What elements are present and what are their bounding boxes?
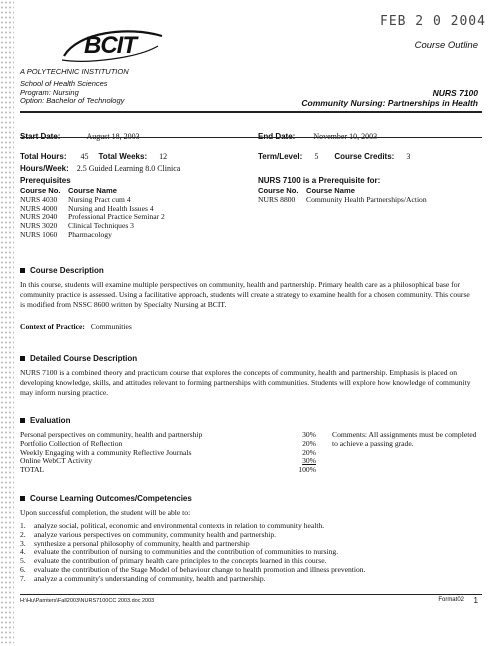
list-item: 6. evaluate the contribution of the Stage Model of behaviour change to health promotion and illness prevention.: [20, 564, 366, 574]
scan-noise-edge: [0, 0, 14, 646]
course-description-text: In this course, students will examine multiple perspectives on community, health and partnership. Primary health care as a philosophical base for community practice is assessed. Using a facilitative approach, students will create a strategy to examine health for a chosen community. This course is modified from NSSC 8600 written by Specialty Nursing at BCIT.: [20, 280, 470, 309]
end-date: [258, 126, 377, 144]
school-name: School of Health Sciences: [20, 79, 108, 88]
course-code: NURS 7100: [432, 88, 478, 98]
received-stamp: FEB 2 0 2004: [380, 14, 486, 29]
list-item: 7. analyze a community's understanding of community, health and partnership.: [20, 573, 266, 583]
start-date: [20, 126, 140, 144]
hours-week: Hours/Week: 2.5 Guided Learning 8.0 Clinica: [20, 164, 181, 173]
list-item: 3. synthesize a personal philosophy of community, health and partnership: [20, 538, 250, 548]
table-row: Portfolio Collection of Reflection 20%: [20, 438, 316, 448]
footer-path: H:\Hu\Parnters\Fall2003\NURS7100CC 2003.doc 2003: [20, 598, 155, 604]
table-row: NURS 4000 Nursing and Health Issues 4: [20, 203, 154, 213]
context-of-practice: Context of Practice: Communities: [20, 322, 132, 331]
outcomes-heading: Course Learning Outcomes/Competencies: [20, 494, 192, 503]
prereq-header: Course No. Course Name: [20, 186, 117, 195]
logo-wordmark: BCIT: [84, 32, 136, 59]
bullet-square-icon: [20, 268, 25, 273]
program-name: Program: Nursing: [20, 87, 79, 97]
table-row: Online WebCT Activity 30%: [20, 456, 316, 466]
detailed-description-heading: Detailed Course Description: [20, 354, 137, 363]
table-row: NURS 4030 Nursing Pract cum 4: [20, 194, 131, 204]
footer-format: Format02: [438, 597, 464, 603]
info-rule: [20, 137, 482, 138]
option-name: Option: Bachelor of Technology: [20, 96, 125, 105]
table-row: Personal perspectives on community, health and partnership 30%: [20, 430, 316, 439]
doc-type: Course Outline: [414, 40, 478, 51]
outcomes-list: [20, 522, 480, 584]
bullet-square-icon: [20, 496, 25, 501]
table-row: NURS 3020 Clinical Techniques 3: [20, 221, 134, 231]
evaluation-total: TOTAL 100%: [20, 465, 316, 475]
evaluation-table: [20, 431, 320, 475]
table-row: NURS 8800 Community Health Partnerships/Action: [258, 194, 427, 204]
header-rule: [20, 111, 482, 113]
program-info: [20, 80, 124, 106]
page-number: 1: [473, 596, 478, 605]
bcit-logo: [58, 24, 168, 66]
table-row: NURS 1060 Pharmacology: [20, 229, 112, 239]
evaluation-heading: Evaluation: [20, 416, 70, 425]
table-row: Weekly Engaging with a community Reflective Journals 20%: [20, 447, 316, 457]
table-row: NURS 2040 Professional Practice Seminar 2: [20, 212, 165, 222]
bullet-square-icon: [20, 418, 25, 423]
prerequisites-table: Prerequisites Course No. Course Name NURS 4030 Nursing Pract cum 4 NURS 4000 Nursing and Health Issues 4 NURS 2040 Professional Practice Seminar 2 NURS 3020 Clinical Techniques 3 NURS 1060 Pharmacology: [20, 176, 240, 240]
list-item: 1. analyze social, political, economic and environmental contexts in relation to community health.: [20, 521, 325, 530]
course-description-heading: Course Description: [20, 266, 104, 275]
prerequisite-for-table: NURS 7100 is a Prerequisite for: Course No. Course Name NURS 8800 Community Health Partnerships/Action: [258, 176, 483, 205]
footer-rule: [20, 594, 482, 595]
term-credits: Term/Level: 5 Course Credits: 3: [258, 152, 411, 161]
course-title: Community Nursing: Partnerships in Health: [301, 98, 478, 108]
tagline: A POLYTECHNIC INSTITUTION: [20, 67, 129, 76]
total-hours: Total Hours: 45 Total Weeks: 12: [20, 152, 168, 161]
bullet-square-icon: [20, 356, 25, 361]
list-item: 5. evaluate the contribution of primary health care principles to the concepts learned in this course.: [20, 556, 327, 566]
list-item: 2. analyze various perspectives on community, community health and partnership.: [20, 529, 277, 539]
detailed-description-text: NURS 7100 is a combined theory and practicum course that explores the concepts of community, health and partnership. Emphasis is placed on developing knowledge, skills, and attitudes relevant to forming partnerships with communities. Students will explore how knowledge of community may inform nursing practice.: [20, 368, 471, 397]
prereq-for-header: Course No. Course Name: [258, 186, 355, 195]
list-item: 4. evaluate the contribution of nursing to communities and the contribution of communities to nursing.: [20, 547, 339, 557]
outcomes-intro: Upon successful completion, the student will be able to:: [20, 508, 191, 517]
evaluation-comment: Comments: All assignments must be completed to achieve a passing grade.: [332, 430, 477, 448]
